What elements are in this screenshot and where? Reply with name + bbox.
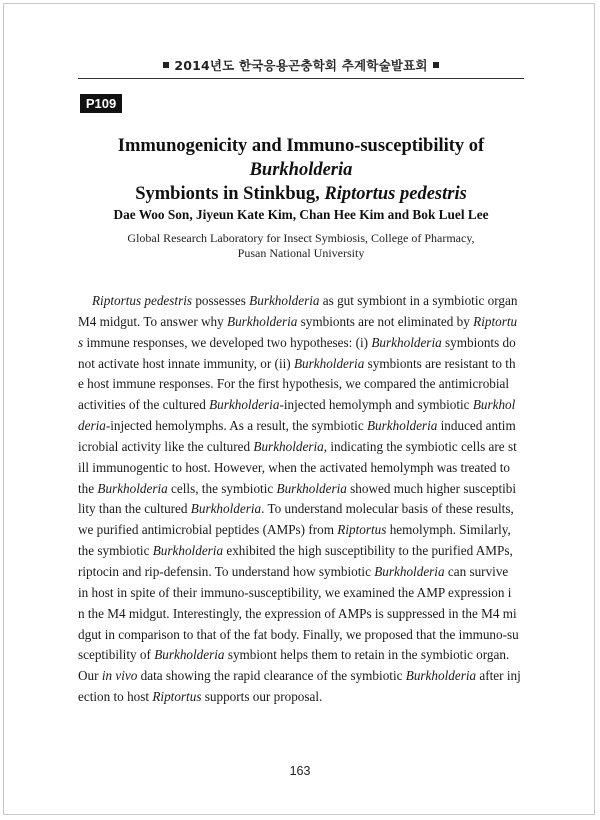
abstract-text: supports our proposal. [201,689,323,705]
abstract-italic-term: Riptortus [152,689,202,705]
title-genus: Burkholderia [249,160,353,180]
header-rule [78,78,524,79]
abstract-line [78,604,538,625]
abstract-line [78,416,538,437]
abstract-text: ill immunogentic to host. However, when the activated hemolymph was treated to [78,459,510,475]
abstract-text: symbionts are not eliminated by [297,313,474,329]
abstract-italic-term: Burkholderia [374,563,445,579]
abstract-italic-term: in vivo [101,668,138,684]
abstract-italic-term: Burkholderia [152,543,224,559]
abstract-line [78,583,538,604]
abstract-text: showed much higher susceptibi [346,480,517,496]
abstract-italic-term: Burkholderia [371,334,442,350]
affiliation-line: Global Research Laboratory for Insect Symbiosis, College of Pharmacy, [127,231,475,245]
running-header [78,56,524,74]
square-bullet-icon [433,62,439,68]
abstract-italic-term: Burkholderia [253,438,324,454]
abstract-text: we purified antimicrobial peptides (AMPs) from [78,522,338,538]
paper-title [78,134,524,206]
abstract-text: immune responses, we developed two hypotheses: (i) [83,334,372,350]
abstract-line [78,312,538,333]
abstract-line [78,645,538,666]
abstract-text: riptocin and rip-defensin. To understand how symbiotic [78,563,375,579]
abstract-text: -injected hemolymphs. As a result, the symbiotic [105,418,367,434]
abstract-text: activities of the cultured [78,397,210,413]
abstract-line [78,479,538,500]
abstract-italic-term: deria [78,418,106,434]
abstract-line [78,666,538,687]
abstract-line [78,625,538,646]
abstract-text: e host immune responses. For the first hypothesis, we compared the antimicrobial [78,376,510,392]
abstract-text: cells, the symbiotic [167,480,277,496]
abstract-text: -injected hemolymph and symbiotic [279,397,473,413]
abstract-text: exhibited the high susceptibility to the purified AMPs, [223,543,513,559]
abstract-text: after inj [476,668,521,684]
abstract-text: symbionts are resistant to th [364,355,516,371]
title-text: Immunogenicity and Immuno-susceptibility of [117,136,485,156]
abstract-line [78,520,538,541]
abstract-text: hemolymph. Similarly, [386,522,511,538]
abstract-italic-term: Riptortu [473,313,518,329]
abstract-text: ection to host [78,689,153,705]
abstract-line [78,687,538,708]
abstract-italic-term: Burkholderia [249,293,320,308]
abstract-text: not activate host innate immunity, or (ii) [78,355,294,371]
abstract-line [78,437,538,458]
abstract-italic-term: Burkholderia [97,480,168,496]
abstract-line [78,458,538,479]
abstract-text: data showing the rapid clearance of the symbiotic [137,668,406,684]
abstract-text: the symbiotic [78,543,153,559]
abstract-italic-term: Burkholderia [276,480,347,496]
affiliation [78,231,524,261]
abstract-text: possesses [192,293,250,308]
abstract-text: the [78,480,98,496]
abstract-line [78,333,538,354]
running-header-text: 2014년도 한국응용곤충학회 추계학술발표회 [174,58,428,73]
abstract-italic-term: s [78,334,84,350]
abstract-text: M4 midgut. To answer why [78,313,228,329]
abstract-text: can survive [444,563,509,579]
abstract-text: in host in spite of their immuno-susceptibility, we examined the AMP expression i [78,584,512,600]
abstract-line [78,374,538,395]
abstract-text: Our [78,668,102,684]
abstract-line [78,354,538,375]
abstract-text: dgut in comparison to that of the fat body. Finally, we proposed that the immuno-su [78,626,519,642]
affiliation-line: Pusan National University [237,246,365,260]
square-bullet-icon [163,62,169,68]
abstract-text: sceptibility of [78,647,155,663]
author-list: Dae Woo Son, Jiyeun Kate Kim, Chan Hee Kim and Bok Luel Lee [113,207,489,222]
abstract-line [78,562,538,583]
abstract-text: symbiont helps them to retain in the symbiotic organ. [224,647,510,663]
page-number: 163 [289,764,311,778]
abstract-italic-term: Burkholderia [227,313,298,329]
abstract-text: icrobial activity like the cultured [78,438,254,454]
abstract-text: symbionts do [441,334,516,350]
abstract-text: induced antim [437,418,516,434]
abstract-text: . To understand molecular basis of these results, [261,501,514,517]
abstract-line [78,291,538,312]
abstract-text: lity than the cultured [78,501,191,517]
abstract-line [78,499,538,520]
abstract-italic-term: Riptortus [337,522,387,538]
title-text: Symbionts in Stinkbug, [135,184,325,204]
abstract-italic-term: Riptortus pedestris [92,293,193,308]
abstract-italic-term: Burkhol [472,397,516,413]
abstract-text: n the M4 midgut. Interestingly, the expression of AMPs is suppressed in the M4 mi [78,605,517,621]
abstract-text: as gut symbiont in a symbiotic organ [319,293,518,308]
abstract-text: , indicating the symbiotic cells are st [323,438,517,454]
abstract-italic-term: Burkholderia [209,397,280,413]
abstract-italic-term: Burkholderia [405,668,477,684]
abstract-body [78,291,538,708]
abstract-italic-term: Burkholderia [293,355,365,371]
abstract-italic-term: Burkholderia [367,418,438,434]
abstract-code-badge: P109 [80,94,122,113]
abstract-line [78,395,538,416]
abstract-line [78,541,538,562]
abstract-italic-term: Burkholderia [154,647,225,663]
abstract-italic-term: Burkholderia [190,501,262,517]
title-species: Riptortus pedestris [324,184,467,204]
